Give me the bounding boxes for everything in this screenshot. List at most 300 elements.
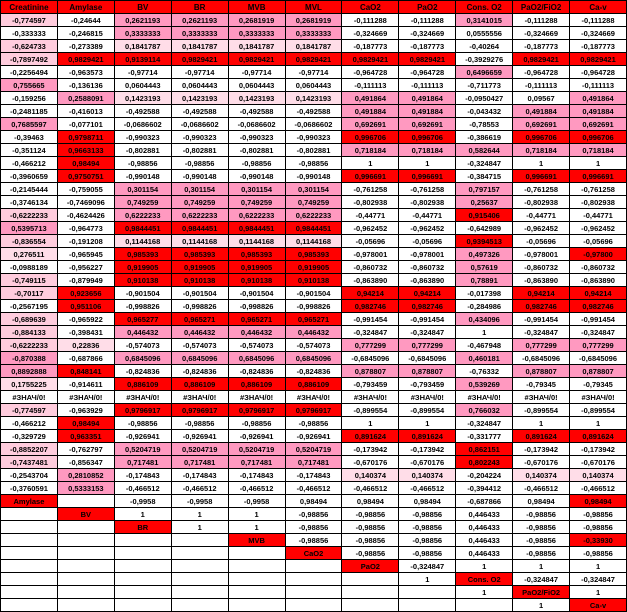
matrix-cell[interactable]: -0,466512 (114, 482, 171, 495)
matrix-cell[interactable]: 0,965271 (285, 313, 342, 326)
matrix-cell[interactable]: 0,6222233 (228, 209, 285, 222)
matrix-cell[interactable]: -0,749115 (1, 274, 58, 287)
matrix-cell[interactable]: -0,926941 (285, 430, 342, 443)
matrix-cell[interactable]: -0,98856 (399, 547, 456, 560)
matrix-cell[interactable]: -0,6845096 (570, 352, 627, 365)
matrix-cell[interactable]: 0,6845096 (114, 352, 171, 365)
matrix-cell[interactable]: 0,9844451 (285, 222, 342, 235)
matrix-cell[interactable]: -0,3746134 (1, 196, 58, 209)
matrix-cell[interactable]: -0,97714 (228, 66, 285, 79)
matrix-cell[interactable]: -0,98856 (513, 521, 570, 534)
matrix-cell[interactable] (171, 599, 228, 612)
matrix-cell[interactable]: -0,0950427 (456, 92, 513, 105)
matrix-cell[interactable]: -0,174843 (171, 469, 228, 482)
matrix-cell[interactable]: 1 (513, 599, 570, 612)
matrix-cell[interactable]: 0,140374 (342, 469, 399, 482)
matrix-cell[interactable]: -0,05696 (513, 235, 570, 248)
matrix-cell[interactable] (1, 508, 58, 521)
matrix-cell[interactable]: 0,802243 (456, 456, 513, 469)
matrix-cell[interactable]: -0,6845096 (342, 352, 399, 365)
matrix-cell[interactable]: -0,324847 (570, 326, 627, 339)
matrix-cell[interactable]: 0,718184 (399, 144, 456, 157)
matrix-cell[interactable]: -0,98856 (285, 521, 342, 534)
matrix-cell[interactable]: -0,398431 (57, 326, 114, 339)
matrix-cell[interactable]: 0,446433 (456, 534, 513, 547)
matrix-cell[interactable]: 1 (513, 157, 570, 170)
matrix-cell[interactable]: -0,990323 (285, 131, 342, 144)
matrix-cell[interactable]: 0,766032 (456, 404, 513, 417)
matrix-cell[interactable]: -0,962452 (513, 222, 570, 235)
matrix-cell[interactable]: 0,777299 (342, 339, 399, 352)
matrix-cell[interactable]: 0,2681919 (285, 14, 342, 27)
matrix-cell[interactable]: -0,998826 (171, 300, 228, 313)
matrix-cell[interactable]: 0,491864 (570, 92, 627, 105)
matrix-cell[interactable]: #ЗНАЧ/0! (228, 391, 285, 404)
matrix-cell[interactable]: -0,670176 (513, 456, 570, 469)
matrix-cell[interactable]: -0,998826 (285, 300, 342, 313)
matrix-cell[interactable]: 0,717481 (114, 456, 171, 469)
matrix-cell[interactable]: 0,910138 (228, 274, 285, 287)
matrix-cell[interactable]: 0,0555556 (456, 27, 513, 40)
row-label[interactable]: CaO2 (285, 547, 342, 560)
matrix-cell[interactable]: -0,111113 (399, 79, 456, 92)
matrix-cell[interactable]: 0,446432 (114, 326, 171, 339)
matrix-cell[interactable]: -0,802881 (228, 144, 285, 157)
matrix-cell[interactable]: -0,670176 (342, 456, 399, 469)
matrix-cell[interactable]: -0,802938 (570, 196, 627, 209)
matrix-cell[interactable]: 0,98494 (285, 495, 342, 508)
matrix-cell[interactable]: -0,111113 (342, 79, 399, 92)
matrix-cell[interactable]: -0,642989 (456, 222, 513, 235)
matrix-cell[interactable]: -0,964773 (57, 222, 114, 235)
matrix-cell[interactable]: -0,2567195 (1, 300, 58, 313)
matrix-cell[interactable]: 0,919905 (228, 261, 285, 274)
row-label[interactable]: PaO2 (342, 560, 399, 573)
matrix-cell[interactable]: 0,718184 (570, 144, 627, 157)
matrix-cell[interactable]: 0,985393 (228, 248, 285, 261)
matrix-cell[interactable]: -0,492588 (228, 105, 285, 118)
matrix-cell[interactable]: 0,1144168 (171, 235, 228, 248)
matrix-cell[interactable]: 0,1841787 (114, 40, 171, 53)
matrix-cell[interactable]: -0,98856 (399, 521, 456, 534)
matrix-cell[interactable]: 0,886109 (285, 378, 342, 391)
matrix-cell[interactable]: -0,978001 (399, 248, 456, 261)
matrix-cell[interactable]: -0,990148 (228, 170, 285, 183)
matrix-cell[interactable]: -0,965922 (57, 313, 114, 326)
matrix-cell[interactable]: 0,276511 (1, 248, 58, 261)
matrix-cell[interactable]: -0,98856 (513, 534, 570, 547)
matrix-cell[interactable]: -0,111288 (513, 14, 570, 27)
matrix-cell[interactable]: 0,1841787 (171, 40, 228, 53)
matrix-cell[interactable]: 1 (456, 326, 513, 339)
matrix-cell[interactable] (57, 560, 114, 573)
matrix-cell[interactable]: -0,978001 (342, 248, 399, 261)
matrix-cell[interactable]: -0,394412 (456, 482, 513, 495)
matrix-cell[interactable]: 1 (570, 157, 627, 170)
matrix-cell[interactable]: 0,749259 (171, 196, 228, 209)
row-label[interactable]: PaO2/FiO2 (513, 586, 570, 599)
matrix-cell[interactable]: 0,755665 (1, 79, 58, 92)
matrix-cell[interactable]: -0,324847 (399, 560, 456, 573)
matrix-cell[interactable]: 0,797157 (456, 183, 513, 196)
matrix-cell[interactable]: 0,94214 (513, 287, 570, 300)
matrix-cell[interactable]: -0,187773 (513, 40, 570, 53)
matrix-cell[interactable]: -0,574073 (114, 339, 171, 352)
row-label[interactable]: Сons. O2 (456, 573, 513, 586)
matrix-cell[interactable]: -0,187773 (342, 40, 399, 53)
matrix-cell[interactable]: 0,717481 (285, 456, 342, 469)
matrix-cell[interactable]: 0,982746 (342, 300, 399, 313)
matrix-cell[interactable] (1, 599, 58, 612)
matrix-cell[interactable]: -0,990323 (228, 131, 285, 144)
matrix-cell[interactable]: -0,956227 (57, 261, 114, 274)
row-label[interactable]: BR (114, 521, 171, 534)
matrix-cell[interactable]: -0,802938 (399, 196, 456, 209)
matrix-cell[interactable]: -0,991454 (513, 313, 570, 326)
matrix-cell[interactable]: -0,624733 (1, 40, 58, 53)
matrix-cell[interactable] (114, 534, 171, 547)
matrix-cell[interactable]: 0,9796917 (228, 404, 285, 417)
matrix-cell[interactable]: 0,491864 (342, 92, 399, 105)
matrix-cell[interactable]: 0,0604443 (228, 79, 285, 92)
matrix-cell[interactable]: -0,466512 (342, 482, 399, 495)
matrix-cell[interactable]: -0,466512 (399, 482, 456, 495)
matrix-cell[interactable]: 0,9750751 (57, 170, 114, 183)
matrix-cell[interactable]: #ЗНАЧ/0! (57, 391, 114, 404)
matrix-cell[interactable]: -0,05696 (570, 235, 627, 248)
matrix-cell[interactable]: -0,926941 (114, 430, 171, 443)
matrix-cell[interactable] (228, 573, 285, 586)
matrix-cell[interactable]: -0,824836 (171, 365, 228, 378)
matrix-cell[interactable]: -0,284986 (456, 300, 513, 313)
matrix-cell[interactable]: 0,1755225 (1, 378, 58, 391)
matrix-cell[interactable]: 0,717481 (228, 456, 285, 469)
matrix-cell[interactable]: -0,466212 (1, 157, 58, 170)
matrix-cell[interactable]: -0,98856 (342, 534, 399, 547)
matrix-cell[interactable]: -0,017398 (456, 287, 513, 300)
matrix-cell[interactable]: 0,718184 (513, 144, 570, 157)
matrix-cell[interactable]: -0,574073 (228, 339, 285, 352)
matrix-cell[interactable]: 0,98494 (513, 495, 570, 508)
matrix-cell[interactable]: 0,491884 (399, 105, 456, 118)
matrix-cell[interactable]: -0,466512 (171, 482, 228, 495)
column-header-mvl[interactable]: MVL (285, 1, 342, 14)
matrix-cell[interactable]: -0,6845096 (399, 352, 456, 365)
matrix-cell[interactable]: -0,860732 (399, 261, 456, 274)
matrix-cell[interactable]: 0,6496659 (456, 66, 513, 79)
matrix-cell[interactable]: -0,324847 (513, 326, 570, 339)
matrix-cell[interactable]: 0,140374 (570, 469, 627, 482)
matrix-cell[interactable]: 0,951106 (57, 300, 114, 313)
matrix-cell[interactable]: -0,3760591 (1, 482, 58, 495)
matrix-cell[interactable]: 0,996691 (570, 170, 627, 183)
matrix-cell[interactable]: -0,79345 (570, 378, 627, 391)
matrix-cell[interactable]: -0,05696 (399, 235, 456, 248)
matrix-cell[interactable]: 0,1841787 (228, 40, 285, 53)
matrix-cell[interactable]: 0,848141 (57, 365, 114, 378)
matrix-cell[interactable]: 0,963351 (57, 430, 114, 443)
matrix-cell[interactable]: 1 (513, 417, 570, 430)
matrix-cell[interactable]: -0,466212 (1, 417, 58, 430)
matrix-cell[interactable]: 0,9829421 (171, 53, 228, 66)
matrix-cell[interactable]: -0,246815 (57, 27, 114, 40)
matrix-cell[interactable]: -0,324847 (342, 326, 399, 339)
matrix-cell[interactable] (1, 521, 58, 534)
matrix-cell[interactable]: -0,901504 (228, 287, 285, 300)
matrix-cell[interactable]: 0,862151 (456, 443, 513, 456)
matrix-cell[interactable] (171, 573, 228, 586)
matrix-cell[interactable]: -0,836554 (1, 235, 58, 248)
matrix-cell[interactable]: 1 (399, 157, 456, 170)
matrix-cell[interactable]: 0,94214 (342, 287, 399, 300)
matrix-cell[interactable]: -0,324669 (399, 27, 456, 40)
matrix-cell[interactable] (171, 547, 228, 560)
matrix-cell[interactable] (228, 547, 285, 560)
matrix-cell[interactable]: -0,7469096 (57, 196, 114, 209)
matrix-cell[interactable]: 0,2621193 (171, 14, 228, 27)
matrix-cell[interactable]: 0,301154 (228, 183, 285, 196)
matrix-cell[interactable]: 0,0604443 (114, 79, 171, 92)
matrix-cell[interactable]: -0,78553 (456, 118, 513, 131)
matrix-cell[interactable]: -0,824836 (228, 365, 285, 378)
matrix-cell[interactable]: 0,539269 (456, 378, 513, 391)
matrix-cell[interactable]: 0,910138 (171, 274, 228, 287)
matrix-cell[interactable]: 0,1423193 (171, 92, 228, 105)
matrix-cell[interactable]: -0,901504 (171, 287, 228, 300)
matrix-cell[interactable]: 0,2810852 (57, 469, 114, 482)
matrix-cell[interactable]: -0,466512 (513, 482, 570, 495)
matrix-cell[interactable]: #ЗНАЧ/0! (570, 391, 627, 404)
row-label[interactable]: BV (57, 508, 114, 521)
matrix-cell[interactable]: -0,173942 (513, 443, 570, 456)
matrix-cell[interactable]: -0,0686602 (171, 118, 228, 131)
matrix-cell[interactable]: 0,6845096 (285, 352, 342, 365)
matrix-cell[interactable]: 0,3333333 (228, 27, 285, 40)
matrix-cell[interactable]: -0,774597 (1, 14, 58, 27)
matrix-cell[interactable]: 0,0604443 (285, 79, 342, 92)
matrix-cell[interactable]: -0,043432 (456, 105, 513, 118)
matrix-cell[interactable]: -0,914611 (57, 378, 114, 391)
matrix-cell[interactable]: 0,982746 (399, 300, 456, 313)
matrix-cell[interactable]: 0,717481 (171, 456, 228, 469)
matrix-cell[interactable]: -0,173942 (342, 443, 399, 456)
matrix-cell[interactable]: -0,492588 (171, 105, 228, 118)
matrix-cell[interactable] (171, 586, 228, 599)
matrix-cell[interactable]: -0,860732 (513, 261, 570, 274)
row-label[interactable]: Ca-v (570, 599, 627, 612)
matrix-cell[interactable]: -0,759055 (57, 183, 114, 196)
matrix-cell[interactable]: #ЗНАЧ/0! (513, 391, 570, 404)
matrix-cell[interactable]: 0,140374 (513, 469, 570, 482)
matrix-cell[interactable]: -0,331777 (456, 430, 513, 443)
matrix-cell[interactable]: -0,870388 (1, 352, 58, 365)
matrix-cell[interactable]: -0,926941 (228, 430, 285, 443)
matrix-cell[interactable]: -0,159256 (1, 92, 58, 105)
matrix-cell[interactable]: -0,3929276 (456, 53, 513, 66)
matrix-cell[interactable]: 0,5204719 (171, 443, 228, 456)
matrix-cell[interactable]: -0,998826 (114, 300, 171, 313)
matrix-cell[interactable]: -0,990323 (171, 131, 228, 144)
matrix-cell[interactable]: -0,9958 (171, 495, 228, 508)
row-label[interactable]: Amylase (1, 495, 58, 508)
matrix-cell[interactable]: 1 (513, 560, 570, 573)
matrix-cell[interactable]: 0,9663133 (57, 144, 114, 157)
matrix-cell[interactable]: -0,173942 (399, 443, 456, 456)
row-label[interactable]: MVB (228, 534, 285, 547)
column-header-cao2[interactable]: CaO2 (342, 1, 399, 14)
matrix-cell[interactable]: -0,991454 (399, 313, 456, 326)
matrix-cell[interactable]: -0,863890 (513, 274, 570, 287)
matrix-cell[interactable]: 0,9829421 (399, 53, 456, 66)
matrix-cell[interactable]: -0,97714 (171, 66, 228, 79)
matrix-cell[interactable]: 1 (228, 521, 285, 534)
matrix-cell[interactable] (57, 573, 114, 586)
matrix-cell[interactable]: 0,5204719 (228, 443, 285, 456)
matrix-cell[interactable]: -0,466512 (570, 482, 627, 495)
matrix-cell[interactable]: 0,3333333 (285, 27, 342, 40)
matrix-cell[interactable]: 0,777299 (399, 339, 456, 352)
matrix-cell[interactable]: -0,963929 (57, 404, 114, 417)
matrix-cell[interactable]: -0,0686602 (114, 118, 171, 131)
matrix-cell[interactable]: 0,910138 (114, 274, 171, 287)
matrix-cell[interactable]: 1 (570, 560, 627, 573)
matrix-cell[interactable]: 0,9844451 (171, 222, 228, 235)
matrix-cell[interactable]: -0,802881 (171, 144, 228, 157)
matrix-cell[interactable]: -0,174843 (228, 469, 285, 482)
matrix-cell[interactable]: 0,910138 (285, 274, 342, 287)
matrix-cell[interactable] (57, 599, 114, 612)
matrix-cell[interactable] (114, 599, 171, 612)
matrix-cell[interactable]: 0,777299 (570, 339, 627, 352)
matrix-cell[interactable] (114, 547, 171, 560)
matrix-cell[interactable]: 0,749259 (114, 196, 171, 209)
matrix-cell[interactable]: -0,863890 (342, 274, 399, 287)
matrix-cell[interactable]: -0,05696 (342, 235, 399, 248)
matrix-cell[interactable]: -0,2256494 (1, 66, 58, 79)
matrix-cell[interactable]: 0,982746 (570, 300, 627, 313)
matrix-cell[interactable]: 0,9829421 (228, 53, 285, 66)
matrix-cell[interactable]: 1 (342, 157, 399, 170)
matrix-cell[interactable]: 0,22836 (57, 339, 114, 352)
matrix-cell[interactable]: -0,39463 (1, 131, 58, 144)
matrix-cell[interactable]: 0,923656 (57, 287, 114, 300)
matrix-cell[interactable] (114, 560, 171, 573)
matrix-cell[interactable]: -0,860732 (342, 261, 399, 274)
matrix-cell[interactable]: 0,25637 (456, 196, 513, 209)
matrix-cell[interactable]: -0,24644 (57, 14, 114, 27)
matrix-cell[interactable]: 0,692691 (570, 118, 627, 131)
matrix-cell[interactable]: -0,863890 (399, 274, 456, 287)
matrix-cell[interactable] (1, 560, 58, 573)
matrix-cell[interactable]: 0,996706 (342, 131, 399, 144)
matrix-cell[interactable]: -0,856347 (57, 456, 114, 469)
matrix-cell[interactable] (57, 534, 114, 547)
matrix-cell[interactable]: 0,1144168 (228, 235, 285, 248)
matrix-cell[interactable]: -0,33930 (570, 534, 627, 547)
column-header-ca-v[interactable]: Ca-v (570, 1, 627, 14)
matrix-cell[interactable]: 0,2621193 (114, 14, 171, 27)
matrix-cell[interactable]: #ЗНАЧ/0! (1, 391, 58, 404)
matrix-cell[interactable] (342, 599, 399, 612)
matrix-cell[interactable]: -0,879949 (57, 274, 114, 287)
matrix-cell[interactable]: 0,8892888 (1, 365, 58, 378)
matrix-cell[interactable]: 0,491884 (513, 105, 570, 118)
matrix-cell[interactable]: -0,824836 (114, 365, 171, 378)
column-header-amylase[interactable]: Amylase (57, 1, 114, 14)
matrix-cell[interactable]: -0,97714 (114, 66, 171, 79)
matrix-cell[interactable]: 0,301154 (171, 183, 228, 196)
matrix-cell[interactable]: -0,899554 (399, 404, 456, 417)
matrix-cell[interactable]: -0,324847 (399, 326, 456, 339)
matrix-cell[interactable]: 0,491884 (342, 105, 399, 118)
matrix-cell[interactable]: -0,98856 (171, 157, 228, 170)
matrix-cell[interactable]: -0,187773 (570, 40, 627, 53)
matrix-cell[interactable]: 0,9394513 (456, 235, 513, 248)
matrix-cell[interactable]: -0,416013 (57, 105, 114, 118)
matrix-cell[interactable]: -0,111288 (570, 14, 627, 27)
matrix-cell[interactable]: -0,136136 (57, 79, 114, 92)
matrix-cell[interactable]: -0,111113 (570, 79, 627, 92)
matrix-cell[interactable]: -0,329729 (1, 430, 58, 443)
matrix-cell[interactable]: -0,44771 (399, 209, 456, 222)
matrix-cell[interactable]: -0,98856 (342, 547, 399, 560)
matrix-cell[interactable]: -0,0686602 (285, 118, 342, 131)
matrix-cell[interactable]: 0,9844451 (114, 222, 171, 235)
matrix-cell[interactable] (285, 586, 342, 599)
matrix-cell[interactable]: -0,79345 (513, 378, 570, 391)
matrix-cell[interactable]: -0,324847 (513, 573, 570, 586)
matrix-cell[interactable]: 0,985393 (171, 248, 228, 261)
matrix-cell[interactable]: -0,990148 (171, 170, 228, 183)
matrix-cell[interactable]: 0,996706 (513, 131, 570, 144)
matrix-cell[interactable]: -0,44771 (570, 209, 627, 222)
matrix-cell[interactable]: -0,901504 (114, 287, 171, 300)
matrix-cell[interactable]: -0,98856 (399, 534, 456, 547)
matrix-cell[interactable]: 0,3141015 (456, 14, 513, 27)
matrix-cell[interactable]: 0,09567 (513, 92, 570, 105)
matrix-cell[interactable] (57, 495, 114, 508)
matrix-cell[interactable]: -0,860732 (570, 261, 627, 274)
matrix-cell[interactable]: -0,333333 (1, 27, 58, 40)
matrix-cell[interactable]: -0,98856 (570, 521, 627, 534)
column-header-creatinine[interactable]: Creatinine (1, 1, 58, 14)
matrix-cell[interactable]: -0,70117 (1, 287, 58, 300)
matrix-cell[interactable]: 0,985393 (114, 248, 171, 261)
matrix-cell[interactable]: 1 (171, 508, 228, 521)
matrix-cell[interactable]: -0,793459 (399, 378, 456, 391)
matrix-cell[interactable]: -0,174843 (114, 469, 171, 482)
matrix-cell[interactable]: 0,6845096 (228, 352, 285, 365)
matrix-cell[interactable]: 0,446432 (285, 326, 342, 339)
matrix-cell[interactable]: 0,446432 (171, 326, 228, 339)
matrix-cell[interactable] (285, 573, 342, 586)
matrix-cell[interactable]: -0,670176 (570, 456, 627, 469)
matrix-cell[interactable]: -0,98856 (513, 508, 570, 521)
matrix-cell[interactable]: 0,965271 (171, 313, 228, 326)
column-header-cons-o2[interactable]: Cons. O2 (456, 1, 513, 14)
matrix-cell[interactable]: 1 (456, 560, 513, 573)
matrix-cell[interactable]: -0,324847 (570, 573, 627, 586)
matrix-cell[interactable]: 0,915406 (456, 209, 513, 222)
matrix-cell[interactable]: -0,111113 (513, 79, 570, 92)
matrix-cell[interactable]: -0,863890 (570, 274, 627, 287)
matrix-cell[interactable]: -0,98856 (285, 508, 342, 521)
matrix-cell[interactable]: -0,965945 (57, 248, 114, 261)
matrix-cell[interactable]: -0,761258 (399, 183, 456, 196)
matrix-cell[interactable]: -0,2145444 (1, 183, 58, 196)
matrix-cell[interactable]: 1 (228, 508, 285, 521)
matrix-cell[interactable]: 0,878807 (399, 365, 456, 378)
